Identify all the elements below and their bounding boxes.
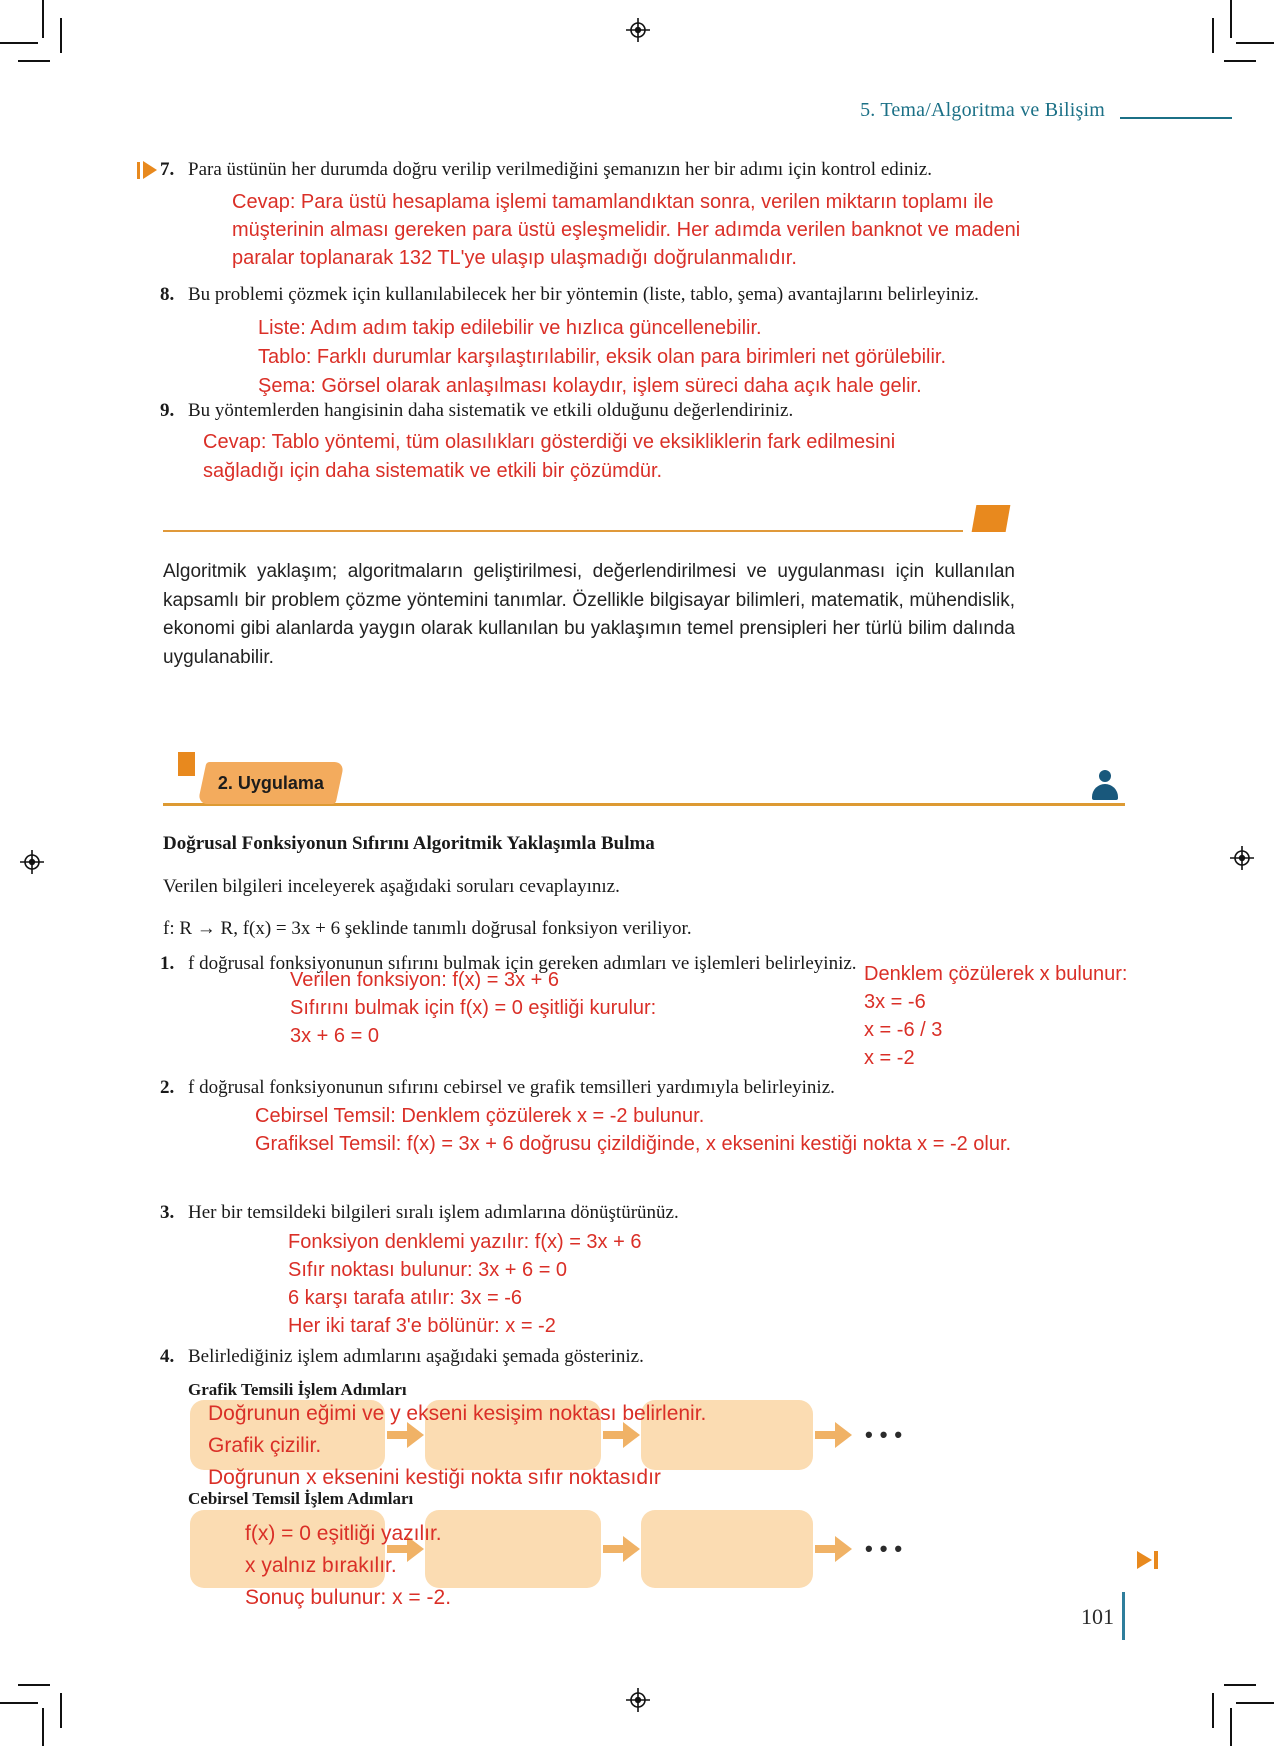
item-number: 3. [160,1202,175,1223]
crop-mark [60,18,62,53]
chapter-header-rule [1120,117,1232,119]
tab-accent-square [178,752,195,776]
question-pointer-icon [137,161,157,179]
crop-mark [1224,60,1256,62]
item-number: 1. [160,953,175,974]
answer-q2 [255,1102,1011,1158]
person-icon [1092,770,1118,801]
answer-line: Denklem çözülerek x bulunur: [864,963,1128,985]
flow-notes-graphic [208,1398,706,1494]
item-number: 4. [160,1346,175,1367]
crop-mark [60,1693,62,1728]
intro-paragraph: Algoritmik yaklaşım; algoritmaların geliştirilmesi, değerlendirilmesi ve uygulanması için kullanılan kapsamlı bir problem çözme yöntemini tanımlar. Özellikle bilgisayar bilimleri, matematik, mühendislik, ekonomi gibi alanlarda yaygın olarak kullanılan bu yaklaşımın temel prensipleri her türlü bilim dalında uygulanabilir. [163,561,1015,668]
item-text: f doğrusal fonksiyonunun sıfırını bulmak için gereken adımları ve işlemleri belirleyiniz. [188,953,857,974]
crop-mark [1212,18,1214,53]
answer-line: 3x = -6 [864,991,926,1013]
answer-line: müşterinin alması gereken para üstü eşleşmelidir. Her adımda verilen banknot ve madeni [232,219,1021,241]
answer-q1-left [290,966,656,1050]
chapter-header: 5. Tema/Algoritma ve Bilişim [860,99,1105,121]
flow-continuation-dots: ••• [865,1536,910,1561]
answer-line: Cevap: Para üstü hesaplama işlemi tamamlandıktan sonra, verilen miktarın toplamı ile [232,191,994,213]
page-number-bar [1122,1592,1125,1640]
answer-line: Doğrunun x eksenini kestiği nokta sıfır noktasıdır [208,1466,661,1489]
item-2 [160,1076,835,1100]
flow-heading-graphic: Grafik Temsili İşlem Adımları [188,1380,407,1399]
answer-line: Liste: Adım adım takip edilebilir ve hızlıca güncellenebilir. [258,317,762,339]
answer-line: Grafiksel Temsil: f(x) = 3x + 6 doğrusu çizildiğinde, x eksenini kestiği nokta x = -2 olur. [255,1133,1012,1155]
flow-step-box [425,1510,601,1588]
crop-mark [1224,1684,1256,1686]
question-9 [160,399,793,423]
answer-line: sağladığı için daha sistematik ve etkili bir çözümdür. [203,460,663,482]
crop-mark [42,1708,44,1746]
registration-mark-icon [20,850,44,874]
answer-q3 [288,1228,641,1340]
item-text: Her bir temsildeki bilgileri sıralı işlem adımlarına dönüştürünüz. [188,1202,679,1223]
crop-mark [1230,0,1232,38]
question-text: Bu problemi çözmek için kullanılabilecek her bir yöntemin (liste, tablo, şema) avantajlarını belirleyiniz. [188,284,979,305]
question-text: Para üstünün her durumda doğru verilip verilmediğini şemanızın her bir adımı için kontrol ediniz. [188,159,932,180]
registration-mark-icon [626,1688,650,1712]
crop-mark [1236,42,1274,44]
answer-line: Sonuç bulunur: x = -2. [245,1586,452,1609]
crop-mark [0,42,38,44]
arrow-right-icon [601,1536,641,1562]
answer-q1-right [864,960,1127,1072]
crop-mark [1230,1708,1232,1746]
answer-line: Grafik çizilir. [208,1434,322,1457]
arrow-right-icon [813,1422,853,1448]
tab-label: 2. Uygulama [217,772,325,793]
answer-q7 [232,188,1020,272]
answer-line: Tablo: Farklı durumlar karşılaştırılabilir, eksik olan para birimleri net görülebilir. [258,346,947,368]
crop-mark [18,60,50,62]
activity-title: Doğrusal Fonksiyonun Sıfırını Algoritmik Yaklaşımla Bulma [163,833,655,854]
question-number: 8. [160,284,175,305]
answer-line: Verilen fonksiyon: f(x) = 3x + 6 [290,969,560,991]
answer-line: Cevap: Tablo yöntemi, tüm olasılıkları gösterdiği ve eksikliklerin fark edilmesini [203,431,896,453]
crop-mark [0,1702,38,1704]
answer-line: Şema: Görsel olarak anlaşılması kolaydır, işlem süreci daha açık hale gelir. [258,375,922,397]
answer-line: Sıfırını bulmak için f(x) = 0 eşitliği kurulur: [290,997,657,1019]
item-number: 2. [160,1077,175,1098]
crop-mark [1212,1693,1214,1728]
answer-line: Her iki taraf 3'e bölünür: x = -2 [288,1315,556,1337]
answer-q9 [203,428,895,486]
crop-mark [42,0,44,38]
answer-line: Doğrunun eğimi ve y ekseni kesişim noktası belirlenir. [208,1402,707,1425]
answer-q8 [258,314,946,401]
section-divider [163,530,963,532]
answer-line: Cebirsel Temsil: Denklem çözülerek x = -2 bulunur. [255,1105,705,1127]
registration-mark-icon [1230,846,1254,870]
item-4 [160,1345,644,1369]
item-text: Belirlediğiniz işlem adımlarını aşağıdaki şemada gösteriniz. [188,1346,644,1367]
page-number: 101 [1081,1604,1114,1629]
question-number: 9. [160,400,175,421]
answer-line: 6 karşı tarafa atılır: 3x = -6 [288,1287,522,1309]
registration-mark-icon [626,18,650,42]
flow-heading-algebra: Cebirsel Temsil İşlem Adımları [188,1489,414,1508]
crop-mark [1236,1702,1274,1704]
activity-given-function: f: R → R, f(x) = 3x + 6 şeklinde tanımlı doğrusal fonksiyon veriliyor. [163,918,692,939]
question-number: 7. [160,159,175,180]
activity-subtitle: Verilen bilgileri inceleyerek aşağıdaki soruları cevaplayınız. [163,876,620,897]
flow-step-box [641,1510,813,1588]
question-8 [160,283,979,307]
answer-line: 3x + 6 = 0 [290,1025,379,1047]
answer-line: Sıfır noktası bulunur: 3x + 6 = 0 [288,1259,568,1281]
next-page-icon [1137,1551,1158,1569]
tab-uygulama [198,762,345,804]
section-divider-flag [972,505,1011,532]
answer-line: paralar toplanarak 132 TL'ye ulaşıp ulaşmadığı doğrulanmalıdır. [232,247,797,269]
answer-line: Fonksiyon denklemi yazılır: f(x) = 3x + 6 [288,1231,642,1253]
question-7 [160,158,932,182]
flow-continuation-dots: ••• [865,1422,910,1447]
flow-notes-algebra [245,1518,451,1614]
crop-mark [18,1684,50,1686]
answer-line: f(x) = 0 eşitliği yazılır. [245,1522,442,1545]
question-text: Bu yöntemlerden hangisinin daha sistematik ve etkili olduğunu değerlendiriniz. [188,400,794,421]
arrow-right-icon [813,1536,853,1562]
answer-line: x = -6 / 3 [864,1019,943,1041]
item-text: f doğrusal fonksiyonunun sıfırını cebirsel ve grafik temsilleri yardımıyla belirleyiniz. [188,1077,835,1098]
answer-line: x yalnız bırakılır. [245,1554,397,1577]
item-3 [160,1201,679,1225]
answer-line: x = -2 [864,1047,915,1069]
